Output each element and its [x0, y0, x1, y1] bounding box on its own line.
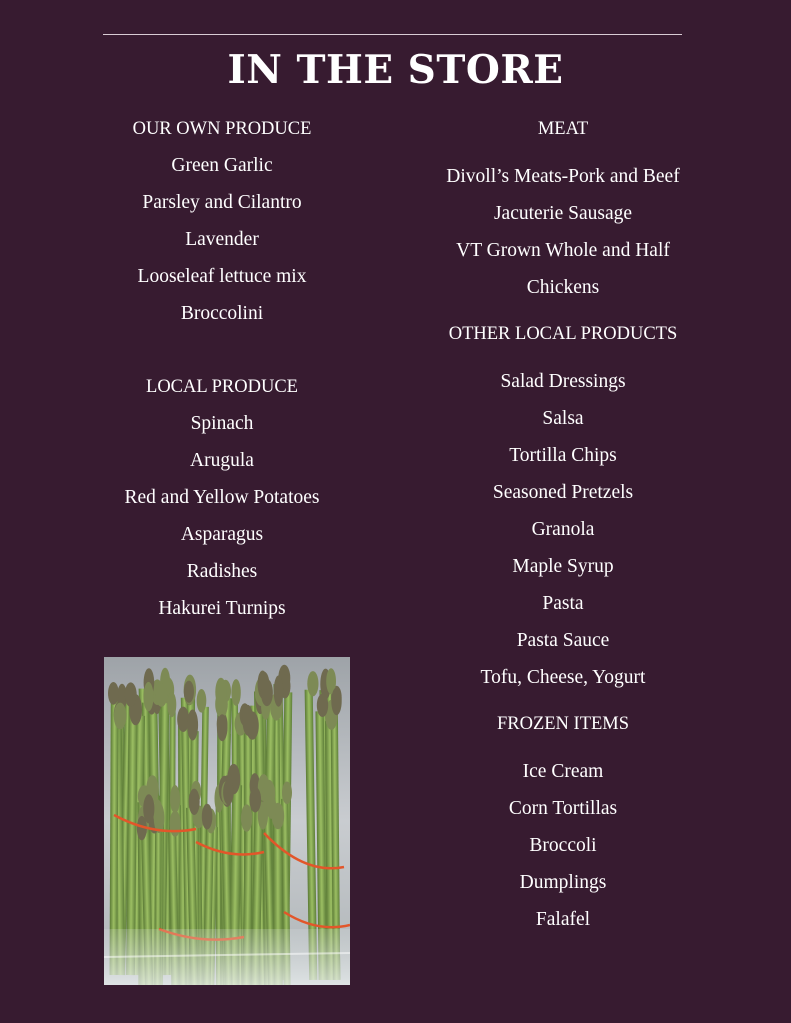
list-item: Red and Yellow Potatoes [124, 487, 320, 508]
list-item: Maple Syrup [512, 556, 614, 577]
list-item: Green Garlic [171, 155, 273, 176]
list-item: VT Grown Whole and Half [456, 240, 670, 261]
list-item: Pasta [542, 593, 584, 614]
list-item: Broccolini [180, 303, 264, 324]
list-item: Hakurei Turnips [158, 598, 286, 619]
list-item: Looseleaf lettuce mix [137, 266, 307, 287]
list-item: Tofu, Cheese, Yogurt [480, 667, 646, 688]
list-item: Asparagus [180, 524, 264, 545]
list-item: Seasoned Pretzels [492, 482, 634, 503]
list-item: Tortilla Chips [509, 445, 617, 466]
section-heading-local-produce: LOCAL PRODUCE [146, 377, 298, 397]
list-item: Falafel [535, 909, 591, 930]
list-item: Dumplings [519, 872, 607, 893]
section-heading-own-produce: OUR OWN PRODUCE [132, 119, 312, 139]
list-item: Corn Tortillas [508, 798, 618, 819]
page-title: IN THE STORE [227, 47, 564, 93]
list-item: Salad Dressings [500, 371, 626, 392]
list-item: Lavender [185, 229, 259, 250]
asparagus-photo [104, 657, 350, 985]
section-heading-meat: MEAT [537, 119, 589, 139]
list-item: Granola [531, 519, 595, 540]
list-item: Spinach [190, 413, 254, 434]
list-item: Arugula [190, 450, 254, 471]
section-heading-other-local: OTHER LOCAL PRODUCTS [448, 324, 678, 344]
list-item: Jacuterie Sausage [493, 203, 633, 224]
list-item: Broccoli [529, 835, 597, 856]
list-item: Salsa [542, 408, 584, 429]
list-item: Radishes [186, 561, 258, 582]
list-item: Pasta Sauce [516, 630, 610, 651]
list-item: Ice Cream [522, 761, 604, 782]
list-item: Parsley and Cilantro [142, 192, 302, 213]
list-item: Chickens [526, 277, 600, 298]
section-heading-frozen: FROZEN ITEMS [496, 714, 630, 734]
top-divider [103, 34, 682, 35]
list-item: Divoll’s Meats-Pork and Beef [446, 166, 680, 187]
